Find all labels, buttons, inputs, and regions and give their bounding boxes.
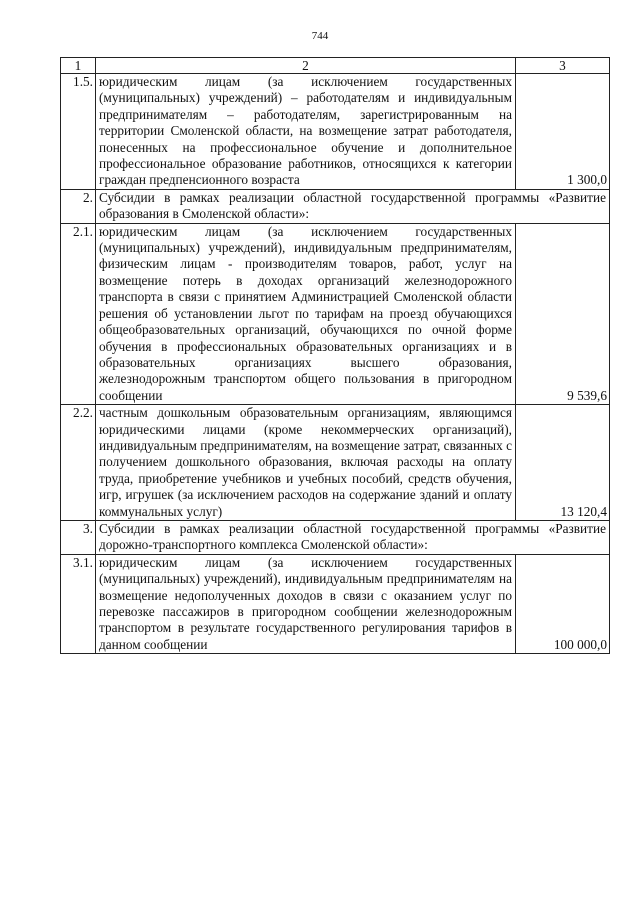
table-row	[61, 554, 610, 653]
section-number: 2.	[61, 189, 96, 223]
row-description: юридическим лицам (за исключением государственных (муниципальных) учреждений), индивидуальным предпринимателям, физическим лицам - производителям товаров, работ, услуг на возмещение потерь в доходах организаций железнодорожного транспорта в связи с принятием Администрацией Смоленской области решения об установлении льгот по тарифам на проезд обучающихся общеобразовательных организаций, обучающихся по очной форме обучения в профессиональных образовательных организациях и в образовательных организациях высшего образования, железнодорожным транспортом общего пользования в пригородном сообщении	[96, 223, 516, 404]
row-amount: 1 300,0	[516, 74, 610, 190]
table-row	[61, 405, 610, 521]
row-description: юридическим лицам (за исключением государственных (муниципальных) учреждений) – работодателям и индивидуальным предпринимателям – работодателям, зарегистрированным на территории Смоленской области, на возмещение затрат работодателя, понесенных на профессиональное обучение и дополнительное профессиональное образование работников, относящихся к категории граждан предпенсионного возраста	[96, 74, 516, 190]
section-title: Субсидии в рамках реализации областной государственной программы «Развитие дорожно-транспортного комплекса Смоленской области»:	[96, 520, 610, 554]
row-amount: 100 000,0	[516, 554, 610, 653]
column-header-3: 3	[516, 58, 610, 74]
table-row	[61, 223, 610, 404]
section-row	[61, 520, 610, 554]
row-amount: 9 539,6	[516, 223, 610, 404]
row-number: 1.5.	[61, 74, 96, 190]
row-description: частным дошкольным образовательным организациям, являющимся юридическими лицами (кроме некоммерческих организаций), индивидуальным предпринимателям, на возмещение затрат, связанных с получением дошкольного образования, включая расходы на оплату труда, приобретение учебников и учебных пособий, средств обучения, игр, игрушек (за исключением расходов на содержание зданий и оплату коммунальных услуг)	[96, 405, 516, 521]
column-header-1: 1	[61, 58, 96, 74]
table-row	[61, 74, 610, 190]
row-number: 2.1.	[61, 223, 96, 404]
table-header-row	[61, 58, 610, 74]
section-title: Субсидии в рамках реализации областной государственной программы «Развитие образования в Смоленской области»:	[96, 189, 610, 223]
subsidy-table	[60, 57, 610, 654]
row-amount: 13 120,4	[516, 405, 610, 521]
section-number: 3.	[61, 520, 96, 554]
section-row	[61, 189, 610, 223]
row-number: 3.1.	[61, 554, 96, 653]
page-number: 744	[311, 30, 329, 42]
row-number: 2.2.	[61, 405, 96, 521]
column-header-2: 2	[96, 58, 516, 74]
row-description: юридическим лицам (за исключением государственных (муниципальных) учреждений), индивидуальным предпринимателям на возмещение недополученных доходов в связи с оказанием услуг по перевозке пассажиров в пригородном сообщении железнодорожным транспортом в результате государственного регулирования тарифов в данном сообщении	[96, 554, 516, 653]
